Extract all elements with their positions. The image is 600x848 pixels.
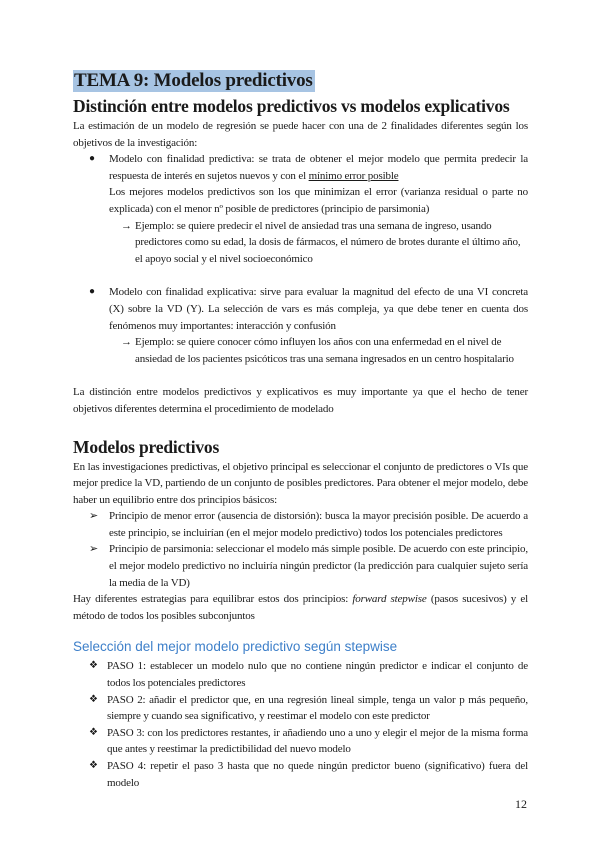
section-heading-modelos: Modelos predictivos [73, 436, 220, 457]
underlined-phrase: mínimo error posible [308, 169, 399, 182]
example-item [73, 218, 528, 268]
list-item [73, 658, 528, 691]
example-text: Ejemplo: se quiere predecir el nivel de ansiedad tras una semana de ingreso, usando predictores como su edad, la dosis de fármacos, el número de brotes durante el último año, el apoyo social y el nivel socioeconómico [135, 219, 521, 265]
bullet1-continuation: Los mejores modelos predictivos son los que minimizan el error (varianza residual o parte no explicada) con el menor nº posible de predictores (principio de parsimonia) [109, 186, 528, 215]
steps-list [73, 658, 528, 791]
principle-text: Principio de parsimonia: seleccionar el modelo más simple posible. De acuerdo con este principio, el mejor modelo predictivo no incluiría ningún predictor (la predicción para cualquier sujeto sería la media de la VD) [109, 543, 528, 589]
bullet1-text: Modelo con finalidad predictiva: se trata de obtener el mejor modelo que permita predecir la respuesta de interés en sujetos nuevos y con el [109, 153, 528, 182]
diamond-bullet-icon: ❖ [89, 693, 98, 705]
strategies-italic: forward stepwise [352, 593, 427, 606]
step-text: PASO 2: añadir el predictor que, en una regresión lineal simple, tenga un valor p más pequeño, siempre y cuando sea significativo, y reestimar el modelo con este predictor [107, 693, 528, 723]
example-text: Ejemplo: se quiere conocer cómo influyen los años con una enfermedad en el nivel de ansiedad de los pacientes psicóticos tras una semana ingresados en un centro hospitalario [135, 336, 514, 365]
arrow-right-icon: → [121, 336, 132, 349]
page-title: TEMA 9: Modelos predictivos [74, 70, 313, 91]
section1-intro: La estimación de un modelo de regresión se puede hacer con una de 2 finalidades diferentes según los objetivos de la investigación: [73, 120, 528, 149]
principle-text: Principio de menor error (ausencia de distorsión): busca la mayor precisión posible. De acuerdo a este principio, se incluirían (en el mejor modelo predictivo) todos los potenciales predictores [109, 510, 528, 539]
step-text: PASO 3: con los predictores restantes, ir añadiendo uno a uno y elegir el mejor de la misma forma que antes y reestimar la predictibilidad del nuevo modelo [107, 726, 528, 756]
bullet-icon: ● [89, 286, 95, 298]
document-page [73, 70, 528, 791]
list-item [73, 284, 528, 334]
example-item [73, 334, 528, 367]
diamond-bullet-icon: ❖ [89, 760, 98, 771]
list-item [73, 508, 528, 541]
section2-intro: En las investigaciones predictivas, el objetivo principal es seleccionar el conjunto de predictores o VIs que mejor predice la VD, partiendo de un conjunto de posibles predictores. Para obtener el mejor modelo, debe haber un equilibrio entre dos principios básicos: [73, 460, 528, 506]
diamond-bullet-icon: ❖ [89, 660, 98, 672]
list-item [73, 151, 528, 184]
list-item [73, 758, 528, 791]
list-item [73, 692, 528, 725]
section-heading-distincion: Distinción entre modelos predictivos vs modelos explicativos [73, 96, 510, 116]
arrow-right-icon: → [121, 219, 132, 232]
strategies-text-end: (pasos sucesivos) y el método de todos los posibles subconjuntos [73, 593, 529, 622]
strategies-paragraph [73, 591, 528, 624]
list-item [73, 725, 528, 758]
list-item [73, 541, 528, 591]
arrowhead-bullet-icon: ➢ [89, 510, 99, 523]
arrowhead-bullet-icon: ➢ [89, 543, 99, 556]
diamond-bullet-icon: ❖ [89, 726, 98, 738]
page-number: 12 [515, 797, 527, 811]
model-types-list [73, 151, 528, 367]
strategies-text: Hay diferentes estrategias para equilibrar estos dos principios: [73, 593, 353, 606]
step-text: PASO 1: establecer un modelo nulo que no contiene ningún predictor e indicar el conjunto de todos los potenciales predictores [107, 660, 528, 690]
step-text: PASO 4: repetir el paso 3 hasta que no quede ningún predictor bueno (significativo) fuera del modelo [107, 760, 528, 789]
section1-closing: La distinción entre modelos predictivos y explicativos es muy importante ya que el hecho de tener objetivos diferentes determina el procedimiento de modelado [73, 386, 528, 415]
section-heading-stepwise: Selección del mejor modelo predictivo según stepwise [73, 639, 398, 655]
bullet2-text: Modelo con finalidad explicativa: sirve para evaluar la magnitud del efecto de una VI concreta (X) sobre la VD (Y). La selección de vars es más compleja, ya que debe tener en cuenta dos fenómenos muy importantes: interacción y confusión [109, 286, 528, 332]
bullet-icon: ● [89, 153, 95, 165]
principles-list [73, 508, 528, 591]
